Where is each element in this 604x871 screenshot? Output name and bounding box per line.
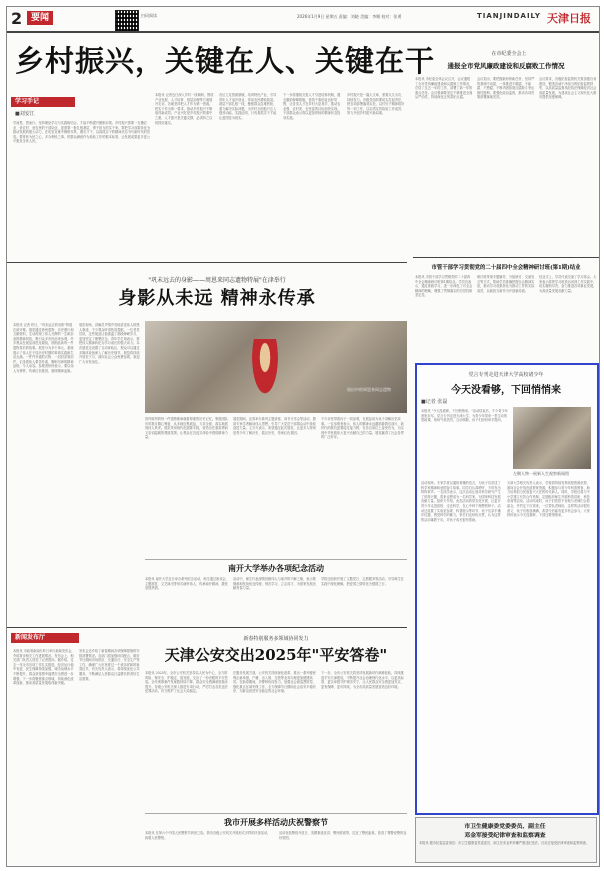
study-column-tag: 学习手记: [11, 97, 75, 107]
nankai-rule: [145, 559, 407, 560]
lead-headline: 乡村振兴，关键在人、关键在干: [15, 44, 436, 78]
feature-col1: 本报讯 记者 昨日，"巩未远去的身影"特展在津开幕。展览通过珍贵遗物、历史照片和文献资料，生动再现了伟人光辉的一生和崇高的精神风范，吸引众多市民前来参观。许多观众在展品前驻足凝视，细细品读每一件遗物背后的故事。展览分为多个单元，系统展示了伟人在不同历史时期的革命实践和生活点滴。一件件朴素的衣物、一封封亲笔信件，记录着伟人艰苦朴素、鞠躬尽瘁的精神品格，令人动容。参观者纷纷表示，要以伟人为榜样，传承红色基因，赓续精神血脉。: [13, 323, 74, 373]
mid-right-col2: 研讨班采取专题辅导、分组研讨、交流发言等方式，帮助学员准确把握全会精神实质，推动学习成果转化为推动工作的实际成效，以新担当新作为开创新局面。: [477, 275, 535, 293]
top-right-col1: 本报讯 市纪委全体会议召开，会议通报了全市党风廉政建设和反腐败工作情况，总结了过去一年的工作，部署了新一年的重点任务。会议强调要坚定不移推进全面从严治党，持续深化正风肃纪反腐。: [415, 77, 473, 100]
boxed-col2: 天津大学相关负责人表示，学校将持续发挥高校资源优势，面向社会开放优质教育资源，积极参与青少年科普教育，助力培养担当民族复兴大任的时代新人。同时，学校还将与中小学建立长效合作机制，定期组织师生开展科普讲座、科技竞赛等活动。活动结束时，孩子们依依不舍地与老师们合影留念，并约定下次再来。一位带队老师说，这样的活动很有意义，孩子们收获满满，希望今后能有更多机会参与。大家纷纷表示今天没看够，下回还要悄悄来。: [507, 481, 590, 518]
feature-col4: 展览期间，还将举办系列主题讲座、读书分享会等活动，邀请专家学者解读伟人思想，引导广大党员干部群众从中汲取奋进力量。主办方表示，希望通过此次展览，让更多人特别是青少年了解历史、铭记历史，传承红色基因。: [233, 417, 316, 435]
festival-col2: 活动包括警营开放日、英模事迹宣讲、警民联欢等，拉近了警民距离，营造了尊警爱警的良好氛围。: [279, 831, 407, 840]
news-brief-col2: 发布会还介绍了新春期间各项保障措施的安排部署情况。各部门将加强协同配合，做好节日期间市场供应、交通出行、安全生产等工作，确保广大市民度过一个欢乐祥和的新春佳节。有关负责人表示，将持续优化公共服务，不断满足人民群众日益增长的美好生活需要。: [79, 649, 140, 681]
festival-rule: [145, 813, 407, 814]
festival-col1: 本报讯 在第六个中国人民警察节到来之际，我市各级公安机关开展形式多样的庆祝活动，致敬人民警察。: [145, 831, 271, 840]
mid-right-col1: 本报讯 市管干部学习贯彻党的二十届四中全会精神研讨班第1期结业。学员们表示，通过系统学习，进一步深化了对全会精神的理解，增强了贯彻落实的自觉性和坚定性。: [415, 275, 473, 298]
boxed-photo: [513, 407, 591, 469]
date-line: 2026年1月9日 星期五 责编：刘晓 美编：李娜 校对：张勇: [297, 14, 402, 19]
boxed-col-top: 本报讯 "今天没看够，下回悄悄来。"活动结束后，不少青少年意犹未尽。党言专刊走进天津大学，为青少年带来一堂生动的思政课，现场气氛热烈，互动频繁，孩子们纷纷举手提问。: [421, 409, 508, 423]
feature-col5: 不少市民带着孩子一同参观，在展品前为孩子讲解历史故事。一位参观者表示，伟人的精神永远激励着我们前行，新时代的我们更要接过接力棒，在各自岗位上奋发有为，为实现中华民族伟大复兴贡献自己的力量。展览赢得了社会各界的广泛好评。: [321, 417, 404, 440]
security-headline: 天津公安交出2025年"平安答卷": [164, 646, 388, 664]
lead-body-col4: 乡村振兴是一篇大文章，需要久久为功、持续发力。各级党组织要切实扛起责任，把各项部署落到实处，以钉钉子精神抓好每一项工作，以实绩实效检验工作成效，努力开创乡村振兴新局面。: [347, 93, 405, 116]
feature-kicker: "巩未远去的身影——周恩来同志遗物特展"在津举行: [148, 277, 286, 284]
header-rule: [7, 31, 599, 33]
feature-headline: 身影从未远 精神永传承: [118, 288, 316, 309]
bottom-right-body: 本报讯 据市纪委监委消息：市卫生健康委党委委员、副主任邓金军涉嫌严重违纪违法，目前正接受纪律审查和监察调查。: [419, 841, 589, 845]
section-label: 要闻: [27, 11, 53, 25]
news-brief-col1: 本报讯 市政府新闻办昨日举行新闻发布会，介绍我市相关工作进展情况。发布会上，相关部门负责人回答了记者提问。据介绍，过去一年全市各项工作扎实推进，经济运行稳中有进，民生保障持续加强，城市治理水平不断提升，群众获得感幸福感安全感进一步增强。下一步将聚焦重点领域，持续深化改革创新，推动高质量发展取得新突破。: [13, 649, 75, 686]
feature-col2: 展览现场，讲解员声情并茂地讲述伟人的感人事迹，不少观众听得热泪盈眶。一位老党员说，这些展品让他重温了那段峥嵘岁月，更加坚定了理想信念。青年学生则表示，要把伟人精神转化为学习成长的强大动力。本次展览还设置了互动体验区，观众可以通过多媒体设备深入了解历史细节。展览将持续开放至下月，面向社会公众免费参观，欢迎广大市民前往。: [79, 323, 140, 364]
news-brief-tag: 新闻发布厅: [11, 633, 79, 643]
qr-caption: 扫码阅读: [141, 13, 157, 18]
page-number: 2: [11, 9, 23, 28]
nankai-headline: 南开大学举办各项纪念活动: [228, 563, 324, 573]
lower-rule: [7, 627, 407, 628]
nankai-col3: 学校还组织开展了主题党日、志愿服务等活动，引导师生在实践中深化理解，把爱国之情转化为强国之行。: [321, 577, 404, 586]
bottom-right-headline-line1: 市卫生健康委党委委员、副主任: [464, 824, 546, 830]
nankai-col1: 本报讯 南开大学近日举办系列纪念活动，师生通过座谈会、主题展览、文艺演出等形式缅怀伟人，传承南开精神，激发爱国热情。: [145, 577, 229, 591]
top-right-col2: 会议指出，要把握新形势新任务，坚持严的基调不动摇，一体推进不敢腐、不能腐、不想腐，不断巩固拓展反腐败斗争压倒性胜利。要强化政治监督，推动各项决策部署落地见效。: [477, 77, 535, 100]
newspaper-page: [6, 6, 600, 867]
masthead-en: TIANJINDAILY: [477, 12, 541, 20]
security-kicker: 新春特别服务多领域协同发力: [243, 636, 309, 642]
masthead-cn: 天津日报: [547, 12, 591, 25]
top-right-col3: 会议要求，各级纪检监察机关要加强自身建设，锻造忠诚干净担当的纪检监察铁军，以高质量监督执纪执法保障经济社会高质量发展，为建设社会主义现代化大都市提供坚强保障。: [539, 77, 597, 100]
boxed-kicker: 党言专刊走进天津大学高校诸少年: [468, 372, 544, 378]
feature-photo-figure: [245, 339, 285, 413]
study-column-body: 学而思，思而行。坚持理论学习与实践相结合，才能不断提升履职本领。乡村振兴需要一支懂农业、爱农村、爱农民的干部队伍，更需要一批扎根基层、勇于担当的实干家。要把学习成果转化为推动发展的强大动力，在攻坚克难中锤炼作风、增长才干，以真抓实干的精神状态书写新时代的答卷。要常怀为民之心，多办利民之事，把群众满意作为检验工作的根本标准，让发展成果更多更公平惠及全体人民。: [13, 121, 151, 144]
boxed-byline: ■记者 张磊: [421, 399, 448, 405]
mid-right-col3: 结业式上，学员代表交流了学习体会。大家表示将把学习收获运用到工作实践中，切实履职尽责，奋力推进各项事业发展，为高质量发展贡献力量。: [539, 275, 597, 293]
security-col2: 在服务发展方面，公安机关持续深化改革，推出一系列便民利企新举措，户籍、出入境、交管等业务办理更加便捷高效。在新春期间，多警种协同发力，加强社会面巡逻防控，强化重点区域安保工作，全力保障节日期间社会治安平稳有序，为群众营造安全稳定的社会环境。: [233, 671, 316, 694]
nankai-col2: 活动中，师生代表深情回顾伟人与南开的不解之缘，表示要继承和发扬优良传统，刻苦学习，立志成才，为国家发展贡献青春力量。: [233, 577, 316, 591]
study-column-byline: ■刘安江: [15, 111, 35, 117]
boxed-headline: 今天没看够，下回悄悄来: [451, 385, 561, 396]
qr-code-icon: [115, 10, 139, 32]
feature-photo: [145, 321, 407, 413]
lead-bottom-rule: [7, 262, 407, 263]
top-right-headline: 通报全市党风廉政建设和反腐败工作情况: [447, 62, 565, 70]
bottom-right-headline-line2: 邓金军接受纪律审查和监察调查: [464, 833, 546, 839]
boxed-col1: 活动现场，专家学者以通俗易懂的语言，为孩子们讲述了科学家精神和爱国奋斗故事。同学们认真聆听，不时发出阵阵掌声。一名同学表示，这次活动让他对科学研究产生了浓厚兴趣，将来也想成为一名科学家，为国家科技发展贡献力量。组织方介绍，此类活动将常态化开展，让更多青少年走进高校、走近科学，在心中种下理想的种子。活动还设置了实验室参观、科普展示等环节，孩子们亲手操作仪器，感受科学的魅力。家长们也纷纷点赞，认为这样的活动寓教于乐，对孩子成长很有帮助。: [421, 481, 501, 522]
boxed-photo-caption: 左侧人物一展新人生视察新闻图: [513, 471, 569, 476]
feature-col3: 馆内陈列的每一件遗物都承载着厚重的历史记忆。策展团队历时数月精心筹备，从多地征集展品，力求全面、真实地展现伟人风采。展览采用现代化展陈手段，营造出庄重肃穆而又亲切温暖的观展氛围，让观众在沉浸式体验中感悟精神力量。: [145, 417, 228, 440]
mid-right-rule: [413, 257, 599, 258]
lead-body-col3: 下一步将继续完善人才引进培养机制，健全激励保障措施，营造干事创业良好氛围，让各类人才在乡村大显身手，推动农业强、农村美、农民富的目标加快实现。干部群众表示将以更加昂扬的精神状态投身实践。: [283, 93, 341, 120]
feature-photo-caption: 展出中的周恩来同志遗物: [347, 387, 391, 392]
festival-headline: 我市开展多样活动庆祝警察节: [224, 817, 328, 827]
lead-body-col1: 本报讯 记者近日深入乡村一线调研，围绕产业发展、人才培育、基层治理等方面展开走访。各地坚持把人才作为第一资源，把实干作为第一要求，推动乡村振兴不断取得新成效。产业兴旺是乡村振兴的重中之重，人才振兴是关键支撑，必须持之以恒抓好落实。: [155, 93, 214, 125]
lead-body-col2: 各区立足资源禀赋，培育特色产业，引导青年人才返乡创业，带动农民增收致富。基层干部扎根一线，聚焦群众急难愁盼，着力解决实际问题，为乡村全面振兴注入强劲动能。实践证明，只有真抓实干才能让蓝图变为现实。: [219, 93, 277, 120]
security-col1: 本报讯 2025年，全市公安机关坚持以人民为中心，全力防风险、保安全、护稳定、促发展，交出了一份亮眼的平安答卷。全年刑事案件发案数持续下降，群众安全感满意度稳步提升。各级公安机关深入推进专项行动，严厉打击各类违法犯罪活动，有力维护了社会大局稳定。: [145, 671, 228, 694]
top-right-kicker: 在市纪委全会上: [491, 51, 527, 57]
mid-right-headline: 市管干部学习贯彻党的二十届四中全会精神研讨班(第1期)结业: [431, 265, 581, 271]
security-col3: 下一步，全市公安机关将坚持发展新时代枫桥经验，持续推进平安天津建设，不断提升社会治理现代化水平，以更高标准、更实举措守护城市安宁，让人民群众安全感更加充实、更有保障、更可持续，为全市高质量发展营造良好环境。: [321, 671, 404, 689]
